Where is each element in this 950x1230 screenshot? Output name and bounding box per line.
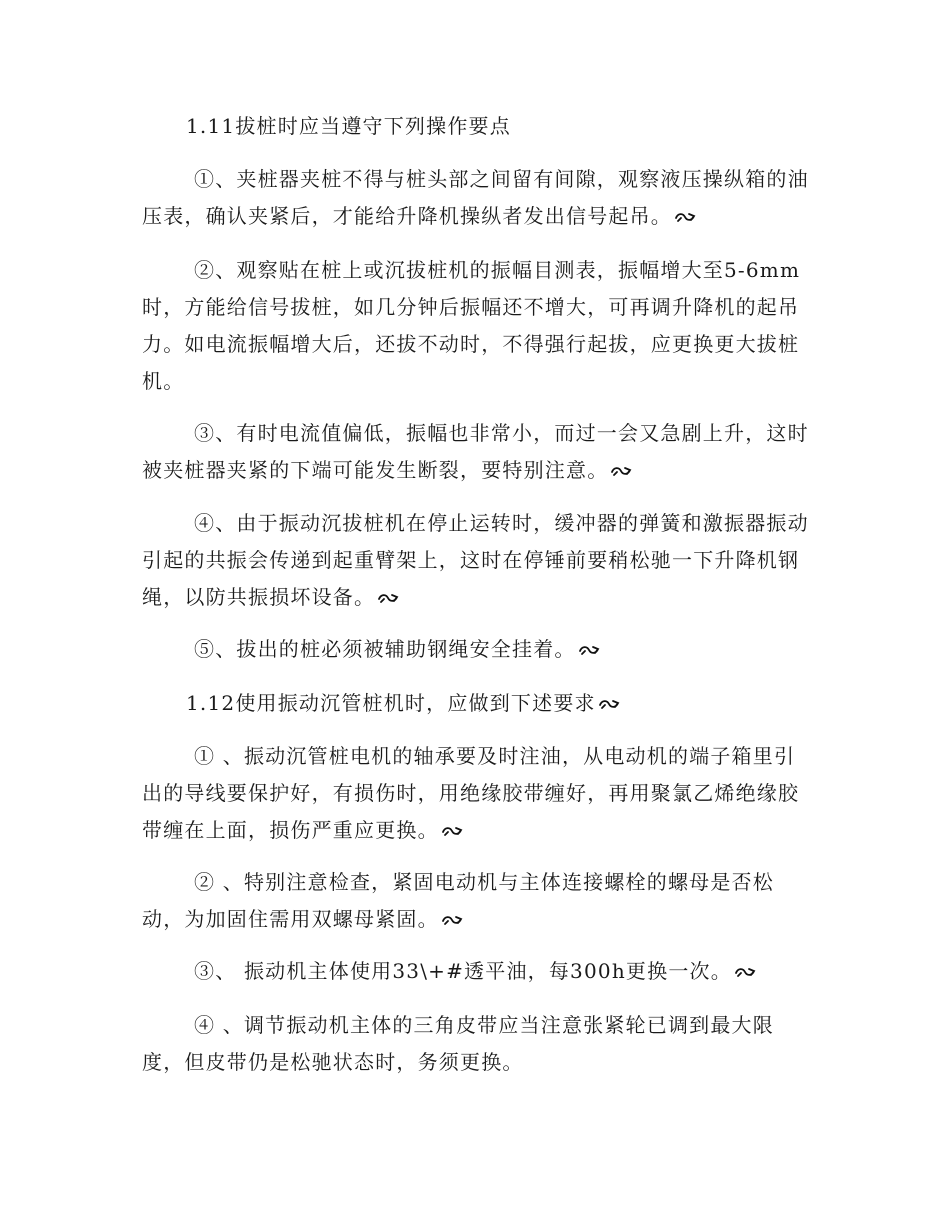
paragraph-return-icon [441,913,463,927]
paragraph-return-icon [598,697,620,711]
item-1-12-1: ① 、振动沉管桩电机的轴承要及时注油，从电动机的端子箱里引出的导线要保护好，有损伤时，用绝缘胶带缠好，再用聚氯乙烯绝缘胶带缠在上面，损伤严重应更换。 [142,744,800,842]
item-1-11-2: ②、观察贴在桩上或沉拔桩机的振幅目测表，振幅增大至5-6mm时，方能给信号拔桩，如几分钟后振幅还不增大，可再调升降机的起吊力。如电流振幅增大后，还拔不动时，不得强行起拔，应更换更大拔桩机。 [142,258,801,393]
item-1-12-3: ③、 振动机主体使用33\+#透平油，每300h更换一次。 [142,953,812,990]
paragraph-return-icon [734,965,756,979]
section-heading-1-11: 1.11拔桩时应当遵守下列操作要点 [186,114,511,138]
item-1-12-2: ② 、特别注意检查，紧固电动机与主体连接螺栓的螺母是否松动，为加固住需用双螺母紧固。 [142,870,774,931]
paragraph-return-icon [377,591,399,605]
item-1-12-4: ④ 、调节振动机主体的三角皮带应当注意张紧轮已调到最大限度，但皮带仍是松驰状态时，务须更换。 [142,1013,774,1074]
item-1-11-3: ③、有时电流值偏低，振幅也非常小，而过一会又急剧上升，这时被夹桩器夹紧的下端可能发生断裂，要特别注意。 [142,421,809,482]
paragraph-return-icon [441,824,463,838]
paragraph-return-icon [578,643,600,657]
paragraph-return-icon [674,210,696,224]
item-1-11-1: ①、夹桩器夹桩不得与桩头部之间留有间隙，观察液压操纵箱的油压表，确认夹紧后，才能给升降机操纵者发出信号起吊。 [142,167,809,228]
item-1-11-5: ⑤、拔出的桩必须被辅助钢绳安全挂着。 [142,631,812,668]
item-1-11-4: ④、由于振动沉拔桩机在停止运转时，缓冲器的弹簧和激振器振动引起的共振会传递到起重臂架上，这时在停锤前要稍松驰一下升降机钢绳，以防共振损坏设备。 [142,511,809,609]
paragraph-return-icon [610,464,632,478]
section-heading-1-12: 1.12使用振动沉管桩机时，应做到下述要求 [186,685,826,722]
